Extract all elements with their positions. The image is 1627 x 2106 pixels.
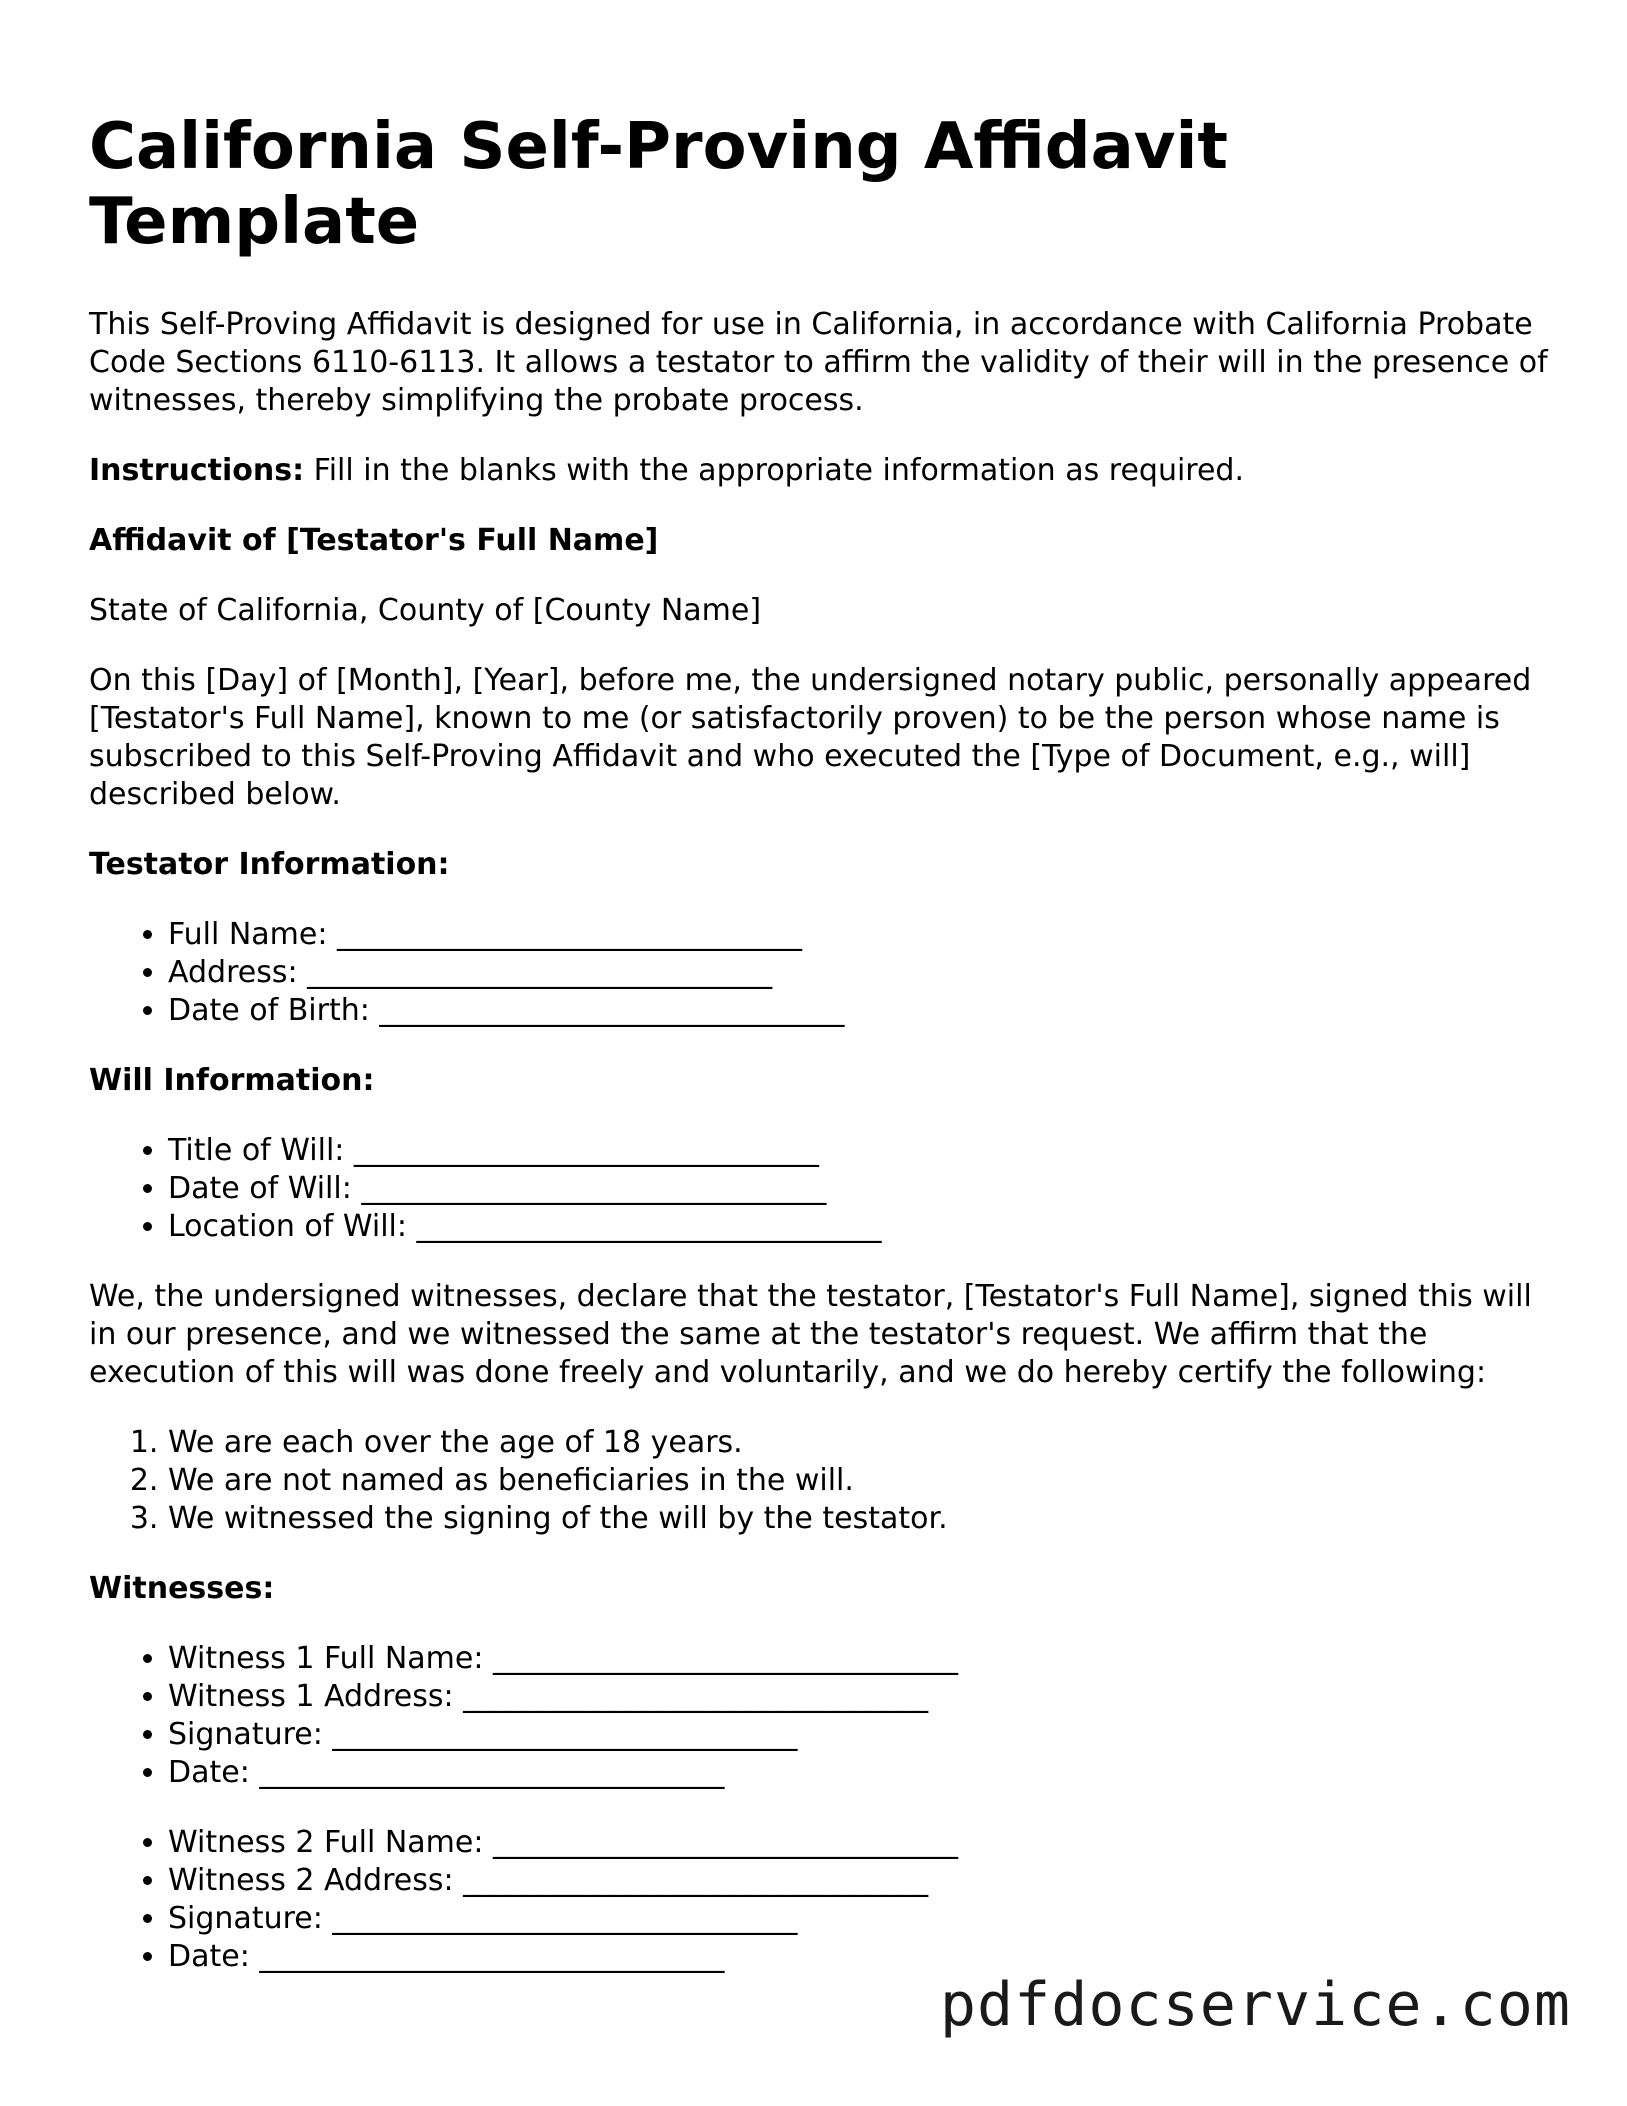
witnesses-heading: Witnesses: (89, 1571, 275, 1606)
instructions-paragraph (89, 452, 1559, 490)
list-item: • Witness 2 Address: _______________________________ (168, 1862, 1559, 1900)
list-item: 1. We are each over the age of 18 years. (168, 1424, 1559, 1462)
testator-info-list (89, 916, 1559, 1030)
document-title: California Self-Proving Affidavit Template (89, 110, 1228, 259)
list-item: • Signature: _______________________________ (168, 1716, 1559, 1754)
list-item: 2. We are not named as beneficiaries in the will. (168, 1462, 1559, 1500)
list-item: • Witness 2 Full Name: _______________________________ (168, 1824, 1559, 1862)
instructions-text: Fill in the blanks with the appropriate information as required. (304, 453, 1244, 488)
notary-paragraph: On this [Day] of [Month], [Year], before me, the undersigned notary public, personally appeared [Testator's Full Name], known to me (or satisfactorily proven) to be the person whose name is subscribed to this Self-Proving Affidavit and who executed the [Type of Document, e.g., will] described below. (89, 663, 1532, 812)
list-item: 3. We witnessed the signing of the will by the testator. (168, 1500, 1559, 1538)
witness-declaration: We, the undersigned witnesses, declare that the testator, [Testator's Full Name], signed this will in our presence, and we witnessed the same at the testator's request. We affirm that the execution of this will was done freely and voluntarily, and we do hereby certify the following: (89, 1279, 1532, 1390)
document-page (89, 110, 1559, 2008)
intro-paragraph: This Self-Proving Affidavit is designed for use in California, in accordance with California Probate Code Sections 6110-6113. It allows a testator to affirm the validity of their will in the presence of witnesses, thereby simplifying the probate process. (89, 307, 1548, 418)
state-county-line: State of California, County of [County Name] (89, 593, 762, 628)
list-item: • Signature: _______________________________ (168, 1900, 1559, 1938)
list-item: • Full Name: _______________________________ (168, 916, 1559, 954)
affidavit-heading: Affidavit of [Testator's Full Name] (89, 523, 659, 558)
list-item: • Address: _______________________________ (168, 954, 1559, 992)
instructions-label: Instructions: (89, 453, 305, 488)
list-item: • Date: _______________________________ (168, 1754, 1559, 1792)
testator-info-heading: Testator Information: (89, 847, 450, 882)
list-item: • Witness 1 Full Name: _______________________________ (168, 1640, 1559, 1678)
list-item: • Witness 1 Address: _______________________________ (168, 1678, 1559, 1716)
will-info-heading: Will Information: (89, 1063, 375, 1098)
witness-2-list (89, 1824, 1559, 1976)
watermark: pdfdocservice.com (939, 1970, 1571, 2040)
list-item: • Date of Will: _______________________________ (168, 1170, 1559, 1208)
will-info-list (89, 1132, 1559, 1246)
certifications-list (89, 1424, 1559, 1538)
list-item: • Title of Will: _______________________________ (168, 1132, 1559, 1170)
list-item: • Location of Will: _______________________________ (168, 1208, 1559, 1246)
list-item: • Date: _______________________________ (168, 1938, 1559, 1976)
witness-1-list (89, 1640, 1559, 1792)
list-item: • Date of Birth: _______________________________ (168, 992, 1559, 1030)
